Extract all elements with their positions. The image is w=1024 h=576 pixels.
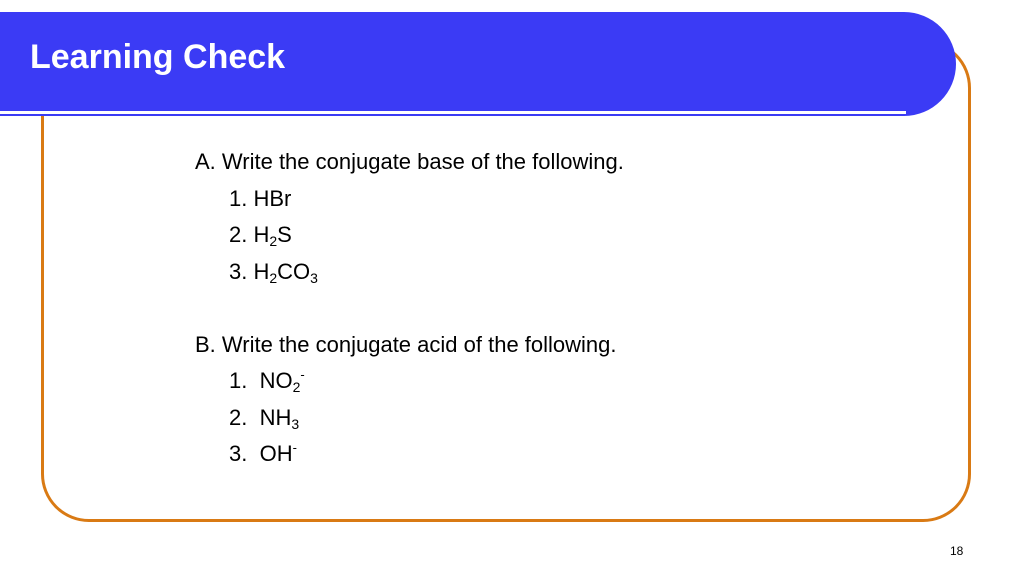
section-a-item-2: 2. $H_2S$ bbox=[229, 222, 292, 249]
section-a-item-3: 3. $H_2CO_3$ bbox=[229, 258, 318, 286]
section-b-item-2: 2. $NH_3$ bbox=[229, 404, 300, 432]
page-number: 18 bbox=[950, 544, 964, 558]
section-a-heading: A. Write the conjugate base of the following. bbox=[195, 149, 624, 174]
section-b-item-3: 3. OH- bbox=[229, 440, 297, 466]
title-underline bbox=[0, 111, 906, 114]
section-spacer bbox=[195, 290, 624, 327]
slide-title: Learning Check bbox=[30, 38, 286, 76]
section-b-heading: B. Write the conjugate acid of the following. bbox=[195, 331, 617, 357]
section-a-item-1: 1. HBr bbox=[229, 185, 292, 211]
slide-body bbox=[195, 144, 624, 473]
section-b-item-1: 1. $NO_2^-$ bbox=[229, 367, 305, 395]
